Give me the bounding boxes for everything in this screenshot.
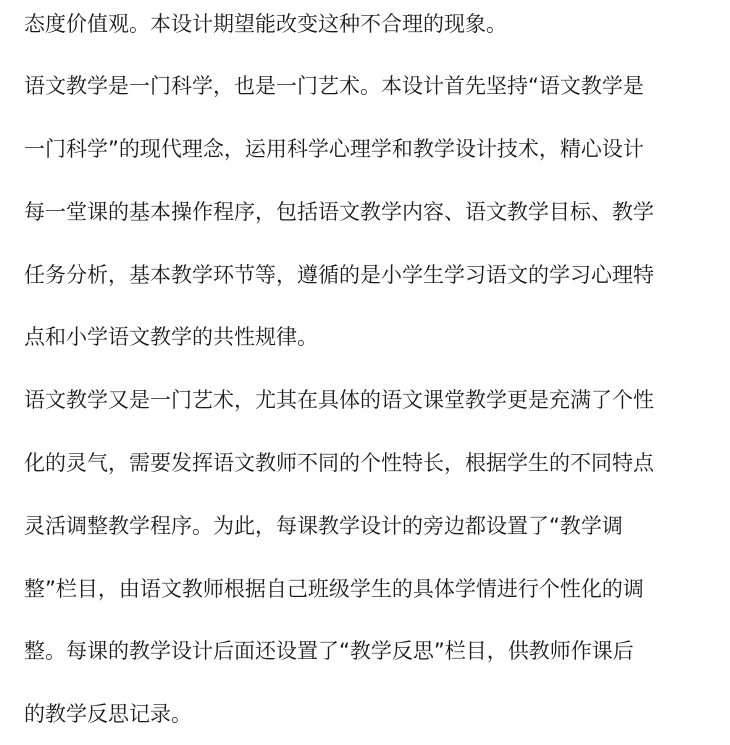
text-line: 点和小学语文教学的共性规律。	[24, 325, 318, 349]
text-line: 态度价值观。本设计期望能改变这种不合理的现象。	[24, 12, 507, 36]
text-line: 化的灵气，需要发挥语文教师不同的个性特长，根据学生的不同特点	[24, 451, 654, 475]
text-line: 灵活调整教学程序。为此，每课教学设计的旁边都设置了“教学调	[24, 514, 623, 538]
text-line: 一门科学”的现代理念，运用科学心理学和教学设计技术，精心设计	[24, 137, 644, 161]
text-line: 任务分析，基本教学环节等，遵循的是小学生学习语文的学习心理特	[24, 263, 654, 287]
text-line: 语文教学是一门科学，也是一门艺术。本设计首先坚持“语文教学是	[24, 74, 644, 98]
text-line: 每一堂课的基本操作程序，包括语文教学内容、语文教学目标、教学	[24, 200, 654, 224]
text-line: 整。每课的教学设计后面还设置了“教学反思”栏目，供教师作课后	[24, 639, 634, 663]
text-line: 的教学反思记录。	[24, 702, 192, 726]
text-line: 语文教学又是一门艺术，尤其在具体的语文课堂教学更是充满了个性	[24, 388, 654, 412]
text-line: 整”栏目，由语文教师根据自己班级学生的具体学情进行个性化的调	[24, 577, 644, 601]
